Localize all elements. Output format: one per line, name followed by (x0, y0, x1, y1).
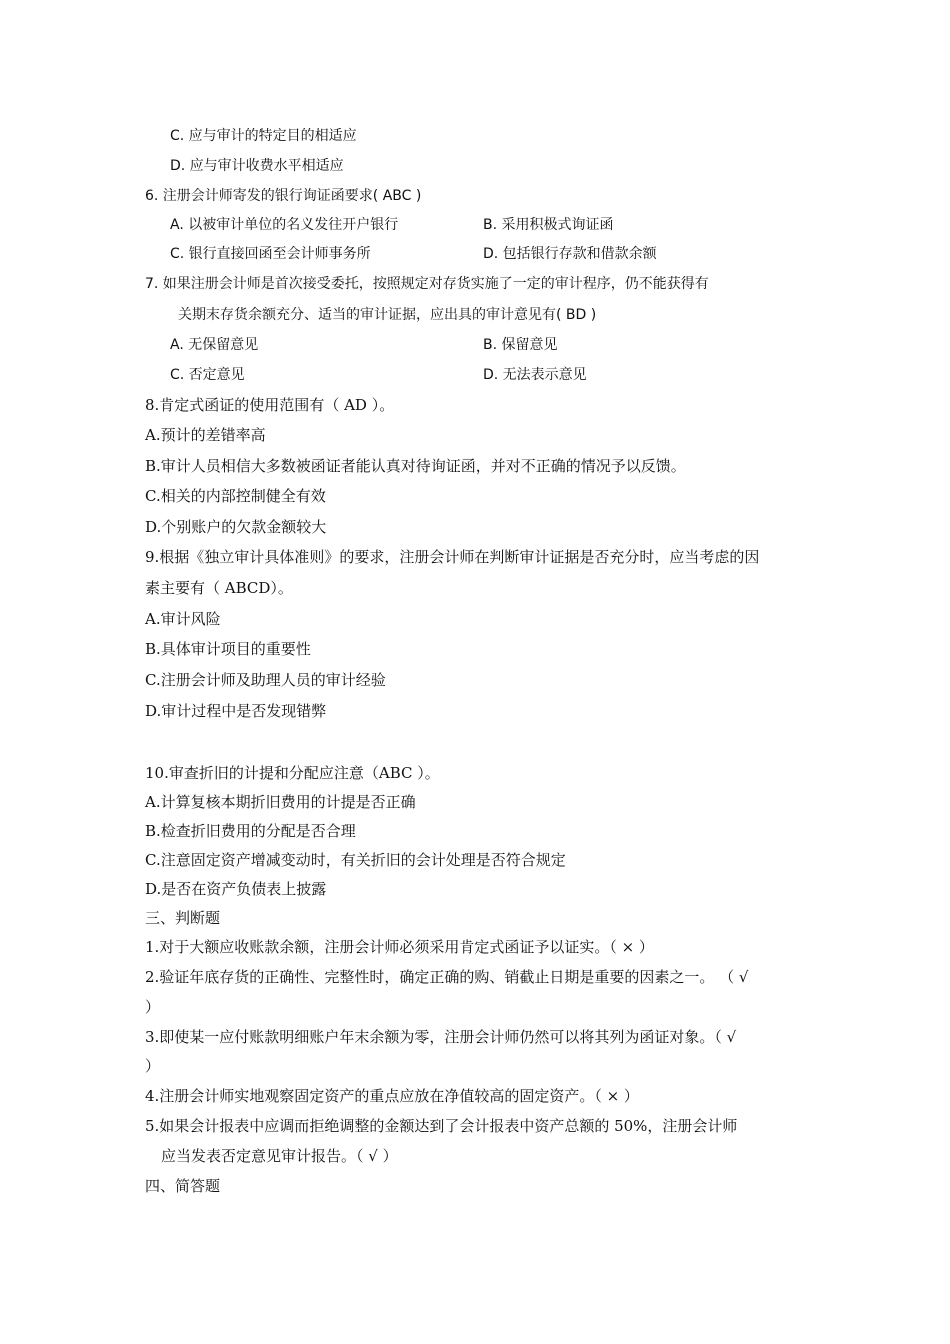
q7-option-a: A. 无保留意见 (170, 337, 259, 353)
q8-stem: 8.肯定式函证的使用范围有（ AD ）。 (145, 396, 395, 414)
q7-option-d: D. 无法表示意见 (483, 367, 587, 383)
q7-option-c: C. 否定意见 (170, 367, 245, 383)
q9-stem-line1: 9.根据《独立审计具体准则》的要求，注册会计师在判断审计证据是否充分时，应当考虑的因 (145, 548, 760, 566)
q10-option-b: B.检查折旧费用的分配是否合理 (145, 822, 356, 840)
judgment-5-line1: 5.如果会计报表中应调而拒绝调整的金额达到了会计报表中资产总额的 50%，注册会计师 (145, 1117, 738, 1135)
q7-stem-line2: 关期末存货余额充分、适当的审计证据，应出具的审计意见有( BD ) (178, 307, 597, 323)
q6-option-b: B. 采用积极式询证函 (483, 217, 614, 233)
q8-option-d: D.个别账户的欠款金额较大 (145, 518, 327, 536)
q6-option-c: C. 银行直接回函至会计师事务所 (170, 246, 371, 262)
judgment-2-line1: 2.验证年底存货的正确性、完整性时，确定正确的购、销截止日期是重要的因素之一。 （ √ (145, 968, 749, 986)
q7-option-b: B. 保留意见 (483, 337, 558, 353)
judgment-1: 1.对于大额应收账款余额，注册会计师必须采用肯定式函证予以证实。（ × ） (145, 938, 654, 956)
q10-option-d: D.是否在资产负债表上披露 (145, 880, 327, 898)
section3-heading: 三、判断题 (145, 909, 221, 927)
section4-heading: 四、简答题 (145, 1177, 221, 1195)
judgment-2-line2: ） (145, 998, 161, 1016)
q7-stem-line1: 7. 如果注册会计师是首次接受委托，按照规定对存货实施了一定的审计程序，仍不能获得有 (145, 276, 709, 292)
judgment-4: 4.注册会计师实地观察固定资产的重点应放在净值较高的固定资产。（ × ） (145, 1087, 639, 1105)
q10-option-a: A.计算复核本期折旧费用的计提是否正确 (145, 793, 416, 811)
q8-option-a: A.预计的差错率高 (145, 426, 266, 444)
q9-option-b: B.具体审计项目的重要性 (145, 640, 311, 658)
q9-option-d: D.审计过程中是否发现错弊 (145, 702, 327, 720)
judgment-3-line2: ） (145, 1057, 161, 1075)
q6-option-a: A. 以被审计单位的名义发往开户银行 (170, 217, 399, 233)
q5-option-c: C. 应与审计的特定目的相适应 (170, 128, 357, 144)
q9-stem-line2: 素主要有（ ABCD）。 (145, 579, 293, 597)
judgment-3-line1: 3.即使某一应付账款明细账户年末余额为零，注册会计师仍然可以将其列为函证对象。（ √ (145, 1028, 737, 1046)
q10-option-c: C.注意固定资产增减变动时，有关折旧的会计处理是否符合规定 (145, 851, 566, 869)
q8-option-c: C.相关的内部控制健全有效 (145, 487, 326, 505)
q6-stem: 6. 注册会计师寄发的银行询证函要求( ABC ) (145, 188, 422, 204)
judgment-5-line2: 应当发表否定意见审计报告。（ √ ） (161, 1147, 398, 1165)
q10-stem: 10.审查折旧的计提和分配应注意（ABC ）。 (145, 764, 440, 782)
q9-option-a: A.审计风险 (145, 610, 221, 628)
q9-option-c: C.注册会计师及助理人员的审计经验 (145, 671, 386, 689)
q8-option-b: B.审计人员相信大多数被函证者能认真对待询证函，并对不正确的情况予以反馈。 (145, 457, 686, 475)
q5-option-d: D. 应与审计收费水平相适应 (170, 158, 344, 174)
q6-option-d: D. 包括银行存款和借款余额 (483, 246, 657, 262)
